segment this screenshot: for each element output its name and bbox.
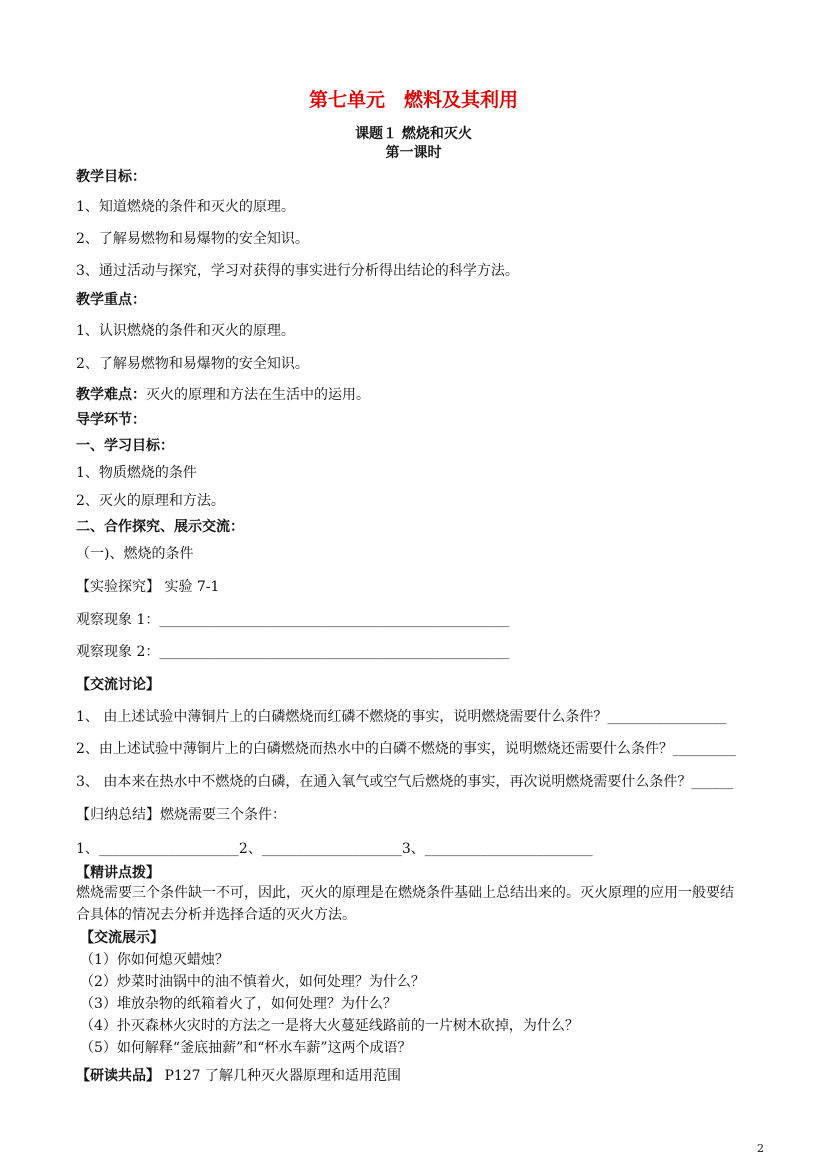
- page-number: 2: [757, 1142, 764, 1155]
- observation-2: 观察现象 2：__________________________________________________: [76, 644, 510, 660]
- period-title: 第一课时: [385, 145, 442, 161]
- difficulty-line: [76, 386, 370, 404]
- difficulty-label: 教学难点：: [76, 387, 146, 403]
- section1-heading: 一、学习目标：: [76, 438, 174, 454]
- discussion-q2: 2、由上述试验中薄铜片上的白磷燃烧而热水中的白磷不燃烧的事实，说明燃烧还需要什么条件？_________: [76, 741, 736, 757]
- show-item: （3）堆放杂物的纸箱着火了，如何处理？为什么？: [80, 996, 397, 1012]
- difficulty-text: 灭火的原理和方法在生活中的运用。: [146, 387, 370, 403]
- show-item: （1）你如何熄灭蜡烛？: [80, 952, 229, 968]
- show-item: （5）如何解释“釜底抽薪”和“杯水车薪”这两个成语？: [80, 1040, 412, 1056]
- study-line: [76, 1067, 401, 1085]
- goal-item: 2、了解易燃物和易爆物的安全知识。: [76, 231, 309, 247]
- observation-1: 观察现象 1：__________________________________________________: [76, 612, 510, 628]
- goals-heading: 教学目标：: [76, 169, 146, 185]
- show-item: （4）扑灭森林火灾时的方法之一是将大火蔓延线路前的一片树木砍掉，为什么？: [80, 1018, 579, 1034]
- guide-heading: 导学环节：: [76, 412, 146, 428]
- goal-item: 3、通过活动与探究，学习对获得的事实进行分析得出结论的科学方法。: [76, 263, 519, 279]
- show-heading: 【交流展示】: [80, 930, 164, 946]
- section1-item: 1、物质燃烧的条件: [76, 465, 197, 481]
- lesson-title: 课题１ 燃烧和灭火: [355, 126, 472, 142]
- study-label: 【研读共品】: [76, 1068, 160, 1084]
- experiment-label: 【实验探究】 实验 7-1: [76, 579, 220, 595]
- explain-line: 合具体的情况去分析并选择合适的灭火方法。: [76, 907, 356, 923]
- summary-blanks: 1、____________________2、____________________3、________________________: [76, 841, 593, 857]
- focus-item: 1、认识燃烧的条件和灭火的原理。: [76, 323, 295, 339]
- subsection-title: （一)、燃烧的条件: [76, 546, 194, 562]
- summary-label: 【归纳总结】燃烧需要三个条件：: [76, 807, 286, 823]
- goal-item: 1、知道燃烧的条件和灭火的原理。: [76, 199, 295, 215]
- discussion-heading: 【交流讨论】: [76, 677, 160, 693]
- show-item: （2）炒菜时油锅中的油不慎着火，如何处理？为什么？: [80, 974, 425, 990]
- unit-title: 第七单元 燃料及其利用: [308, 89, 518, 111]
- section1-item: 2、灭火的原理和方法。: [76, 493, 225, 509]
- focus-item: 2、了解易燃物和易爆物的安全知识。: [76, 356, 309, 372]
- focus-heading: 教学重点：: [76, 292, 146, 308]
- discussion-q3: 3、 由本来在热水中不燃烧的白磷，在通入氧气或空气后燃烧的事实，再次说明燃烧需要什么条件？______: [76, 774, 734, 790]
- explain-line: 燃烧需要三个条件缺一不可，因此，灭火的原理是在燃烧条件基础上总结出来的。灭火原理的应用一般要结: [76, 885, 734, 901]
- study-text: P127 了解几种灭火器原理和适用范围: [160, 1068, 402, 1084]
- explain-heading: 【精讲点拨】: [76, 865, 160, 881]
- section2-heading: 二、合作探究、展示交流：: [76, 519, 244, 535]
- discussion-q1: 1、 由上述试验中薄铜片上的白磷燃烧而红磷不燃烧的事实，说明燃烧需要什么条件？_________________: [76, 709, 727, 725]
